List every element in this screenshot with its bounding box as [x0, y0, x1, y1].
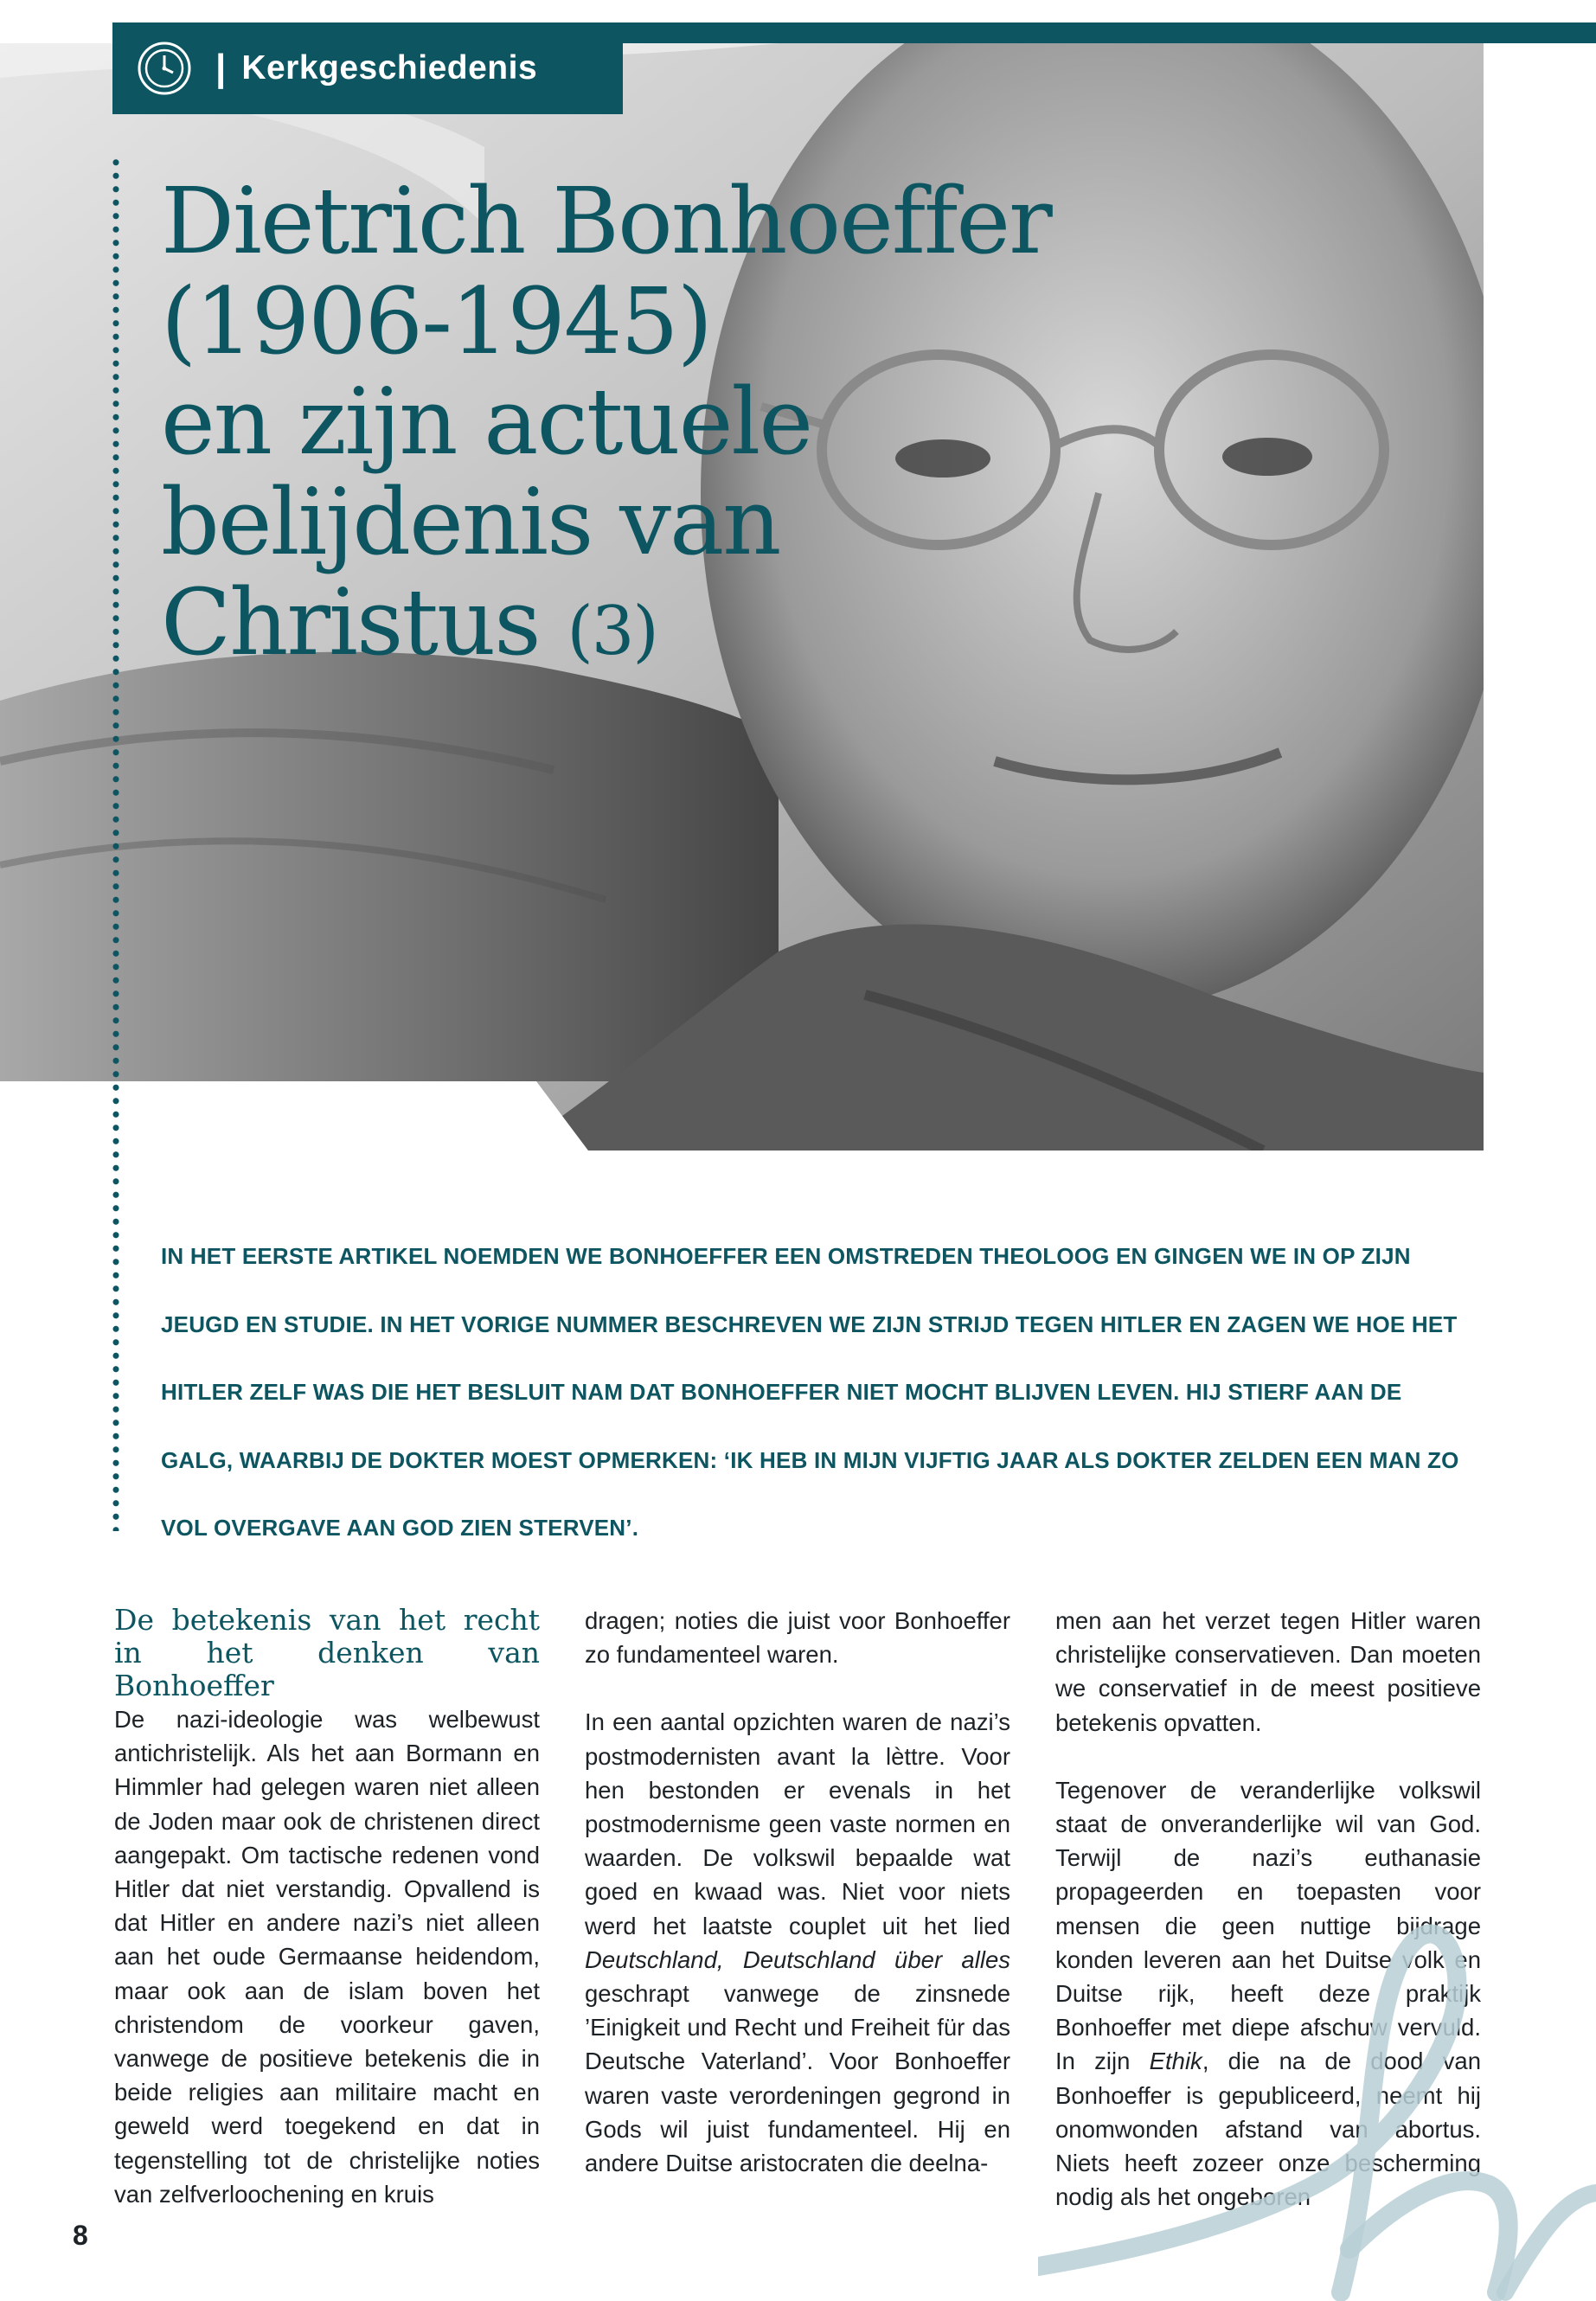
- paragraph: [585, 1705, 1010, 2180]
- paragraph: De nazi-ideologie was welbewust antichristelijk. Als het aan Bormann en Himmler had gelegen waren niet alleen de Joden maar ook de christenen direct aangepakt. Om tactische redenen vond Hitler dat niet verstandig. Opvallend is dat Hitler en andere nazi’s niet alleen aan het oude Germaanse heidendom, maar ook aan de islam boven het christendom de voorkeur gaven, vanwege de positieve betekenis die in beide religies aan militaire macht en geweld werd toegekend en dat in tegenstelling tot de christelijke noties van zelfverloochening en kruis: [114, 1706, 540, 2208]
- text-run: , die na de dood van Bonhoeffer is gepubliceerd, neemt hij onomwonden afstand van abortus. Niets heeft zozeer onze bescherming nodig als het ongeboren: [1055, 2048, 1482, 2211]
- paragraph: dragen; noties die juist voor Bonhoeffer zo fundamenteel waren.: [585, 1607, 1010, 1669]
- section-title: Kerkgeschiedenis: [241, 49, 538, 87]
- intro-paragraph: IN HET EERSTE ARTIKEL NOEMDEN WE BONHOEFFER EEN OMSTREDEN THEOLOOG EN GINGEN WE IN OP ZIJN JEUGD EN STUDIE. IN HET VORIGE NUMMER BESCHREVEN WE ZIJN STRIJD TEGEN HITLER EN ZAGEN WE HOE HET HITLER ZELF WAS DIE HET BESLUIT NAM DAT BONHOEFFER NIET MOCHT BLIJVEN LEVEN. HIJ STIERF AAN DE GALG, WAARBIJ DE DOKTER MOEST OPMERKEN: ‘IK HEB IN MIJN VIJFTIG JAAR ALS DOKTER ZELDEN EEN MAN ZO VOL OVERGAVE AAN GOD ZIEN STERVEN’.: [161, 1243, 1459, 1541]
- section-header: [112, 22, 623, 114]
- title-line-4: belijdenis van: [161, 469, 780, 575]
- title-line-3: en zijn actuele: [161, 369, 812, 475]
- header-separator: |: [215, 47, 227, 89]
- text-run: Tegenover de veranderlijke volkswil staat de onveranderlijke wil van God. Terwijl de nazi’s euthanasie propageerden en toepasten voor mensen die geen nuttige bijdrage konden leveren aan het Duitse volk en Duitse rijk, heeft deze praktijk Bonhoeffer met diepe afschuw vervuld. In zijn: [1055, 1776, 1481, 2075]
- title-line-5: [161, 569, 1156, 682]
- title-line-1: Dietrich Bonhoeffer: [161, 168, 1051, 274]
- book-title: Ethik: [1149, 2048, 1202, 2075]
- section-heading: De betekenis van het recht in het denken van Bonhoeffer: [114, 1603, 540, 1702]
- article-title: [161, 168, 1156, 682]
- title-line-2: (1906-1945): [161, 268, 712, 375]
- song-title: Deutschland, Deutschland über alles: [585, 1945, 1010, 1973]
- clock-icon: [136, 40, 193, 97]
- decorative-flourish: [1038, 1886, 1596, 2301]
- title-christus: Christus: [161, 569, 540, 676]
- dotted-divider: [112, 156, 119, 1531]
- column-1: [114, 1604, 540, 2211]
- text-run: In een aantal opzichten waren de nazi’s postmodernisten avant la lèttre. Voor hen bestonden er evenals in het postmodernisme geen vaste normen en waarden. De volkswil bepaalde wat goed en kwaad was. Niet voor niets werd het laatste couplet uit het lied: [585, 1708, 1010, 1939]
- title-part-number: (3): [567, 593, 657, 670]
- page-number: 8: [73, 2220, 88, 2251]
- column-2: [585, 1604, 1010, 2180]
- paragraph: men aan het verzet tegen Hitler waren christelijke conservatieven. Dan moeten we conservatief in de meest positieve betekenis opvatten.: [1055, 1607, 1481, 1736]
- text-run: geschrapt vanwege de zinsnede ’Einigkeit und Recht und Freiheit für das Deutsche Vaterland’. Voor Bonhoeffer waren vaste verordeningen gegrond in Gods wil juist fundamenteel. Hij en andere Duitse aristocraten die deelna-: [585, 1980, 1010, 2177]
